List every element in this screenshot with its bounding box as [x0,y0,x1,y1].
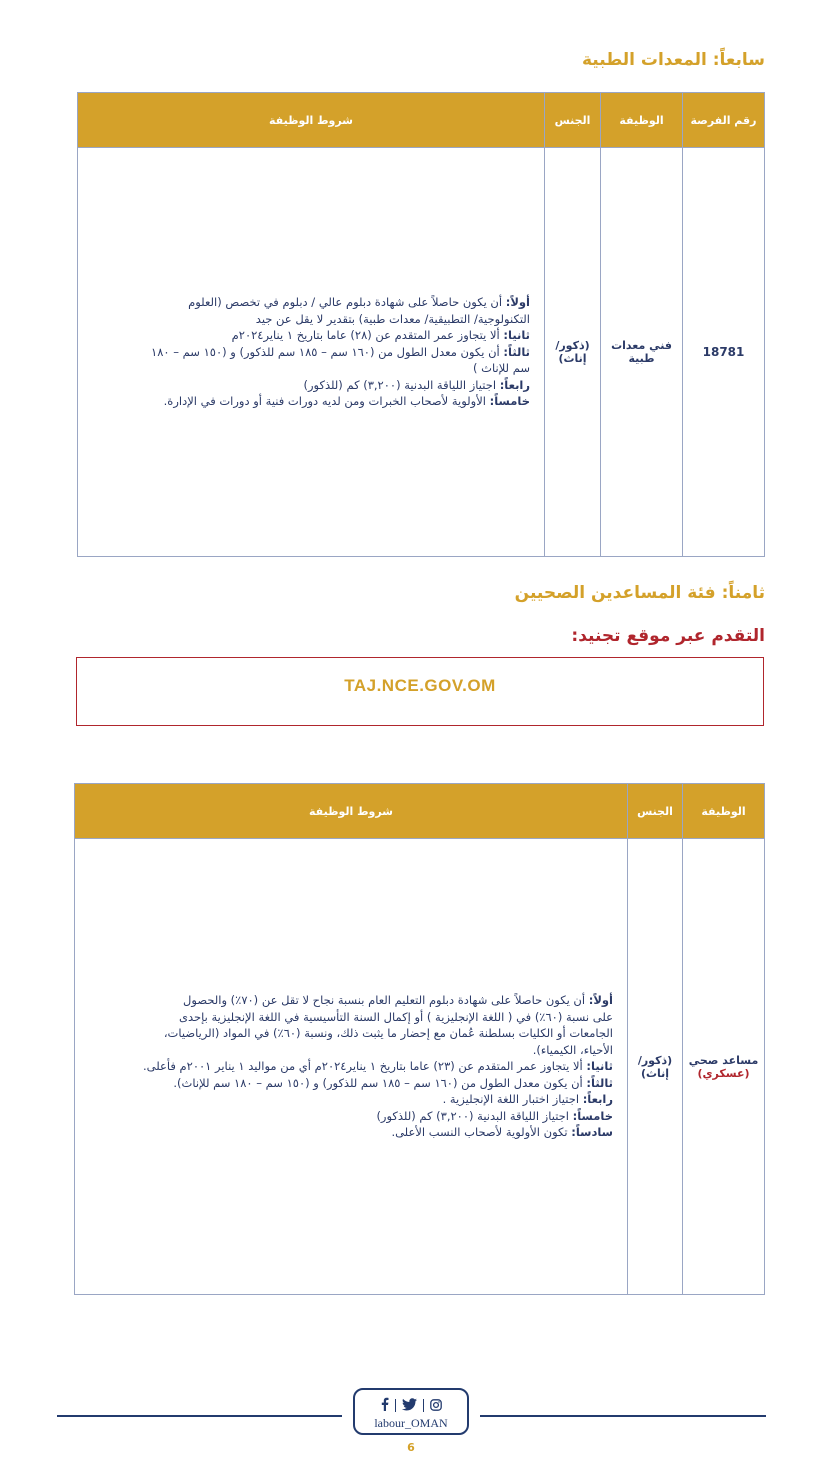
condition-text: الأحياء، الكيمياء). [532,1042,613,1057]
opportunity-number: 18781 [683,148,765,557]
condition-label: ثانيا: [586,1059,613,1074]
section7-title: سابعاً: المعدات الطبية [582,50,765,70]
condition-text: أن يكون معدل الطول من (١٦٠ سم – ١٨٥ سم للذكور) و (١٥٠ سم – ١٨٠ [151,344,504,359]
social-icons-row [355,1397,467,1413]
header-conditions: شروط الوظيفة [78,93,545,148]
job-conditions [78,148,545,557]
apply-title: التقدم عبر موقع تجنيد: [571,626,765,646]
condition-label: ثالثاً: [586,1075,613,1090]
condition-text: ألا يتجاوز عمر المتقدم عن (٢٣) عاما بتاريخ ١ يناير٢٠٢٤م أي من مواليد ١ يناير ٢٠٠١م فأعلى. [142,1059,587,1074]
condition-label: أولاً: [505,295,530,310]
condition-line [90,327,530,344]
condition-line [87,1124,613,1141]
condition-line [87,992,613,1009]
condition-text: تكون الأولوية لأصحاب النسب الأعلى. [391,1125,572,1140]
section8-title: ثامناً: فئة المساعدين الصحيين [514,583,765,603]
header-job: الوظيفة [683,784,765,839]
header-gender: الجنس [545,93,601,148]
condition-text: أن يكون حاصلاً على شهادة دبلوم عالي / دبلوم في تخصص (العلوم [188,295,506,310]
job-conditions [75,839,628,1295]
job-note: (عسكري) [697,1066,750,1080]
header-gender: الجنس [628,784,683,839]
condition-text: سم للإناث ) [473,361,530,376]
table-row [75,839,765,1295]
condition-line [90,360,530,377]
social-links-box [353,1388,469,1435]
condition-text: أن يكون حاصلاً على شهادة دبلوم التعليم العام بنسبة نجاح لا تقل عن (٧٠٪) والحصول [183,993,589,1008]
condition-label: خامساً: [489,394,530,409]
table-header-row [75,784,765,839]
gender: (ذكور/ إناث) [628,839,683,1295]
table-header-row [78,93,765,148]
condition-line [90,344,530,361]
condition-label: رابعاً: [499,377,530,392]
condition-text: اجتياز اللياقة البدنية (٣,٢٠٠) كم (للذكور) [376,1108,573,1123]
condition-line [90,294,530,311]
condition-text: على نسبة (٦٠٪) في ( اللغة الإنجليزية ) أو إكمال السنة التأسيسية في اللغة الإنجليزية بإحدى [178,1009,613,1024]
twitter-icon[interactable] [402,1396,417,1415]
condition-text: اجتياز اختبار اللغة الإنجليزية . [442,1092,583,1107]
site-url-box [76,657,764,726]
medical-equipment-table [77,92,765,557]
header-conditions: شروط الوظيفة [75,784,628,839]
condition-line [90,311,530,328]
condition-text: الجامعات أو الكليات بسلطنة عُمان مع إحضار ما يثبت ذلك، ونسبة (٦٠٪) في المواد (الرياضيات، [163,1026,613,1041]
condition-label: سادساً: [571,1125,613,1140]
header-opportunity: رقم الفرصة [683,93,765,148]
condition-line [87,1009,613,1026]
separator [423,1399,424,1412]
condition-label: ثانيا: [503,328,530,343]
condition-line [87,1058,613,1075]
condition-label: رابعاً: [582,1092,613,1107]
header-job: الوظيفة [601,93,683,148]
site-url-link[interactable]: TAJ.NCE.GOV.OM [344,676,496,695]
condition-text: اجتياز اللياقة البدنية (٣,٢٠٠) كم (للذكور) [303,377,500,392]
footer-divider-right [480,1415,766,1417]
gender: (ذكور/ إناث) [545,148,601,557]
condition-line [87,1108,613,1125]
facebook-icon[interactable] [380,1396,389,1415]
conditions-list [90,294,530,410]
condition-label: ثالثاً: [503,344,530,359]
health-assistant-table [74,783,765,1295]
separator [395,1399,396,1412]
condition-text: الأولوية لأصحاب الخبرات ومن لديه دورات فنية أو دورات في الإدارة. [163,394,490,409]
job-name: مساعد صحي [688,1053,759,1067]
condition-label: خامساً: [572,1108,613,1123]
condition-line [90,393,530,410]
page-number: 6 [407,1441,415,1454]
condition-text: أن يكون معدل الطول من (١٦٠ سم – ١٨٥ سم للذكور) و (١٥٠ سم – ١٨٠ سم للإناث). [173,1075,587,1090]
footer-divider-left [57,1415,342,1417]
condition-line [90,377,530,394]
condition-text: التكنولوجية/ التطبيقية/ معدات طبية) بتقدير لا يقل عن جيد [255,311,530,326]
condition-line [87,1025,613,1042]
table-row [78,148,765,557]
condition-line [87,1075,613,1092]
condition-line [87,1042,613,1059]
job-title [683,839,765,1295]
instagram-icon[interactable] [430,1396,442,1415]
conditions-list [87,992,613,1141]
condition-text: ألا يتجاوز عمر المتقدم عن (٢٨) عاما بتاريخ ١ يناير٢٠٢٤م [231,328,504,343]
condition-label: أولاً: [588,993,613,1008]
condition-line [87,1091,613,1108]
social-handle[interactable]: labour_OMAN [374,1416,448,1430]
job-title: فني معدات طبية [601,148,683,557]
